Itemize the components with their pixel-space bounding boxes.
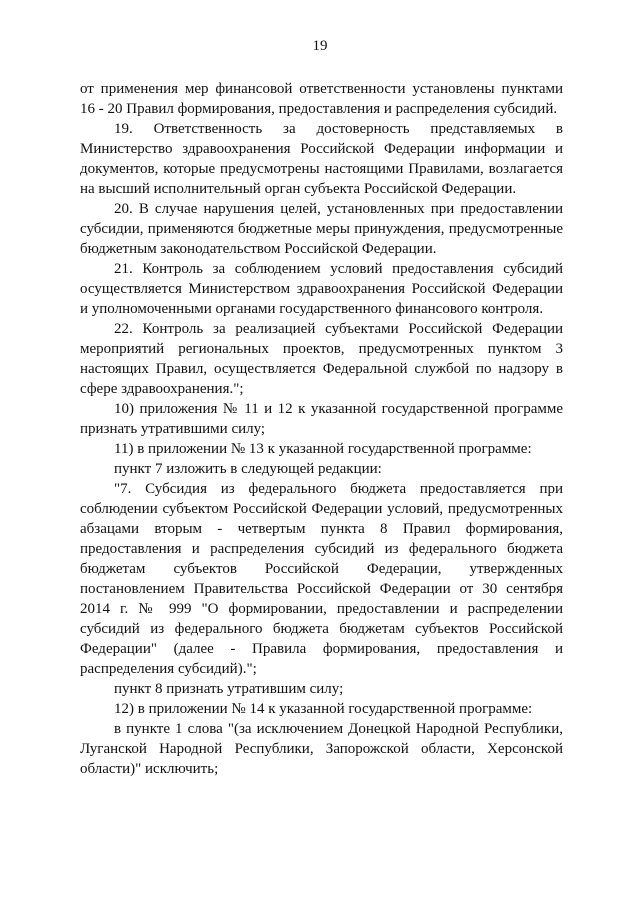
paragraph: в пункте 1 слова "(за исключением Донецкой Народной Республики, Луганской Народной Республики, Запорожской области, Херсонской области)" исключить; — [80, 721, 563, 777]
paragraph: 21. Контроль за соблюдением условий предоставления субсидий осуществляется Министерством здравоохранения Российской Федерации и уполномоченными органами государственного финансового контроля. — [80, 261, 563, 317]
paragraph: 20. В случае нарушения целей, установленных при предоставлении субсидии, применяются бюджетные меры принуждения, предусмотренные бюджетным законодательством Российской Федерации. — [80, 201, 563, 257]
paragraph: "7. Субсидия из федерального бюджета предоставляется при соблюдении субъектом Российской Федерации условий, предусмотренных абзацами вторым - четвертым пункта 8 Правил формирования, предоставления и распределения субсидий из федерального бюджета бюджетам субъектов Российской Федерации, утвержденных постановлением Правительства Российской Федерации от 30 сентября 2014 г. № 999 "О формировании, предоставлении и распределении субсидий из федерального бюджета бюджетам субъектов Российской Федерации" (далее - Правила формирования, предоставления и распределения субсидий)."; — [80, 481, 563, 677]
paragraph: пункт 8 признать утратившим силу; — [114, 681, 344, 697]
paragraph: 11) в приложении № 13 к указанной государственной программе: — [114, 441, 532, 457]
paragraph: 22. Контроль за реализацией субъектами Российской Федерации мероприятий региональных проектов, предусмотренных пунктом 3 настоящих Правил, осуществляется Федеральной службой по надзору в сфере здравоохранения."; — [80, 321, 563, 397]
paragraph: 10) приложения № 11 и 12 к указанной государственной программе признать утратившими силу; — [80, 401, 563, 437]
paragraph: пункт 7 изложить в следующей редакции: — [114, 461, 382, 477]
document-body — [80, 79, 563, 779]
page-number: 19 — [312, 38, 328, 54]
paragraph: 12) в приложении № 14 к указанной государственной программе: — [114, 701, 533, 717]
paragraph: от применения мер финансовой ответственности установлены пунктами 16 - 20 Правил формирования, предоставления и распределения субсидий. — [80, 81, 563, 117]
paragraph: 19. Ответственность за достоверность представляемых в Министерство здравоохранения Российской Федерации информации и документов, которые предусмотрены настоящими Правилами, возлагается на высший исполнительный орган субъекта Российской Федерации. — [80, 121, 563, 197]
